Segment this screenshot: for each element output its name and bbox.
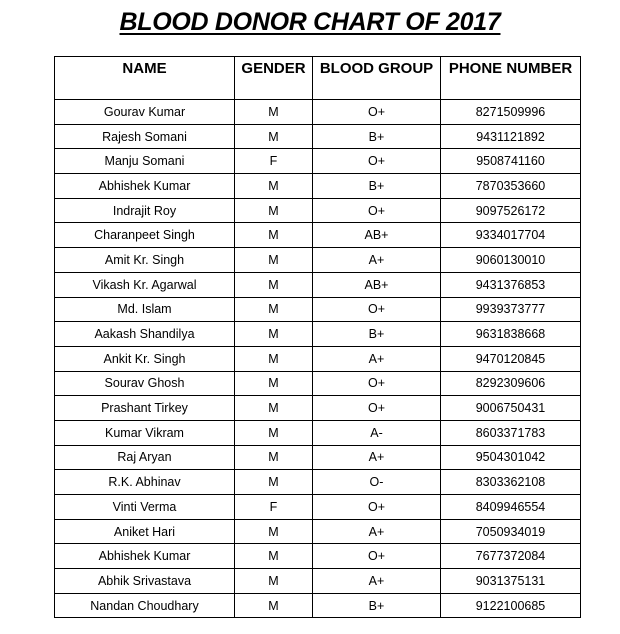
donor-name: Vikash Kr. Agarwal — [55, 272, 235, 297]
table-row — [55, 223, 581, 248]
donor-phone-number: 8603371783 — [441, 420, 581, 445]
donor-gender: F — [235, 495, 313, 520]
table-row — [55, 198, 581, 223]
table-row — [55, 297, 581, 322]
donor-name: Rajesh Somani — [55, 124, 235, 149]
donor-blood-group: O- — [313, 470, 441, 495]
donor-blood-group: A+ — [313, 346, 441, 371]
donor-phone-number: 9504301042 — [441, 445, 581, 470]
donor-gender: M — [235, 223, 313, 248]
donor-blood-group: B+ — [313, 174, 441, 199]
donor-phone-number: 9939373777 — [441, 297, 581, 322]
donor-gender: M — [235, 322, 313, 347]
table-row — [55, 495, 581, 520]
donor-blood-group: B+ — [313, 593, 441, 618]
donor-blood-group: O+ — [313, 544, 441, 569]
donor-name: Gourav Kumar — [55, 100, 235, 125]
donor-blood-group: A+ — [313, 519, 441, 544]
table-row — [55, 569, 581, 594]
donor-name: Prashant Tirkey — [55, 396, 235, 421]
donor-gender: M — [235, 396, 313, 421]
donor-name: Nandan Choudhary — [55, 593, 235, 618]
donor-phone-number: 8271509996 — [441, 100, 581, 125]
donor-name: Abhishek Kumar — [55, 174, 235, 199]
column-header-gender: GENDER — [235, 57, 313, 100]
donor-name: Aniket Hari — [55, 519, 235, 544]
donor-blood-group: O+ — [313, 198, 441, 223]
donor-gender: M — [235, 346, 313, 371]
donor-gender: M — [235, 198, 313, 223]
donor-name: Sourav Ghosh — [55, 371, 235, 396]
donor-blood-group: O+ — [313, 149, 441, 174]
header-row — [55, 57, 581, 100]
table-row — [55, 174, 581, 199]
table-row — [55, 248, 581, 273]
donor-blood-group: B+ — [313, 124, 441, 149]
table-row — [55, 445, 581, 470]
donor-blood-group: AB+ — [313, 272, 441, 297]
donor-phone-number: 9097526172 — [441, 198, 581, 223]
donor-phone-number: 9334017704 — [441, 223, 581, 248]
donor-name: Md. Islam — [55, 297, 235, 322]
donor-gender: M — [235, 569, 313, 594]
table-row — [55, 420, 581, 445]
donor-name: Abhishek Kumar — [55, 544, 235, 569]
donor-gender: M — [235, 593, 313, 618]
donor-phone-number: 9122100685 — [441, 593, 581, 618]
table-row — [55, 519, 581, 544]
donor-blood-group: O+ — [313, 396, 441, 421]
donor-gender: M — [235, 445, 313, 470]
donor-gender: M — [235, 420, 313, 445]
column-header-name: NAME — [55, 57, 235, 100]
donor-name: Aakash Shandilya — [55, 322, 235, 347]
column-header-phone-number: PHONE NUMBER — [441, 57, 581, 100]
table-row — [55, 100, 581, 125]
donor-phone-number: 9431121892 — [441, 124, 581, 149]
donor-phone-number: 9031375131 — [441, 569, 581, 594]
table-row — [55, 346, 581, 371]
chart-title: BLOOD DONOR CHART OF 2017 — [119, 8, 501, 36]
table-row — [55, 149, 581, 174]
donor-blood-group: O+ — [313, 371, 441, 396]
donor-phone-number: 8409946554 — [441, 495, 581, 520]
donor-gender: M — [235, 371, 313, 396]
donor-name: Amit Kr. Singh — [55, 248, 235, 273]
donor-phone-number: 7870353660 — [441, 174, 581, 199]
donor-table — [54, 56, 581, 618]
donor-blood-group: O+ — [313, 297, 441, 322]
column-header-blood-group: BLOOD GROUP — [313, 57, 441, 100]
donor-phone-number: 9508741160 — [441, 149, 581, 174]
donor-gender: M — [235, 519, 313, 544]
donor-gender: M — [235, 124, 313, 149]
donor-name: Charanpeet Singh — [55, 223, 235, 248]
donor-name: Indrajit Roy — [55, 198, 235, 223]
donor-name: Kumar Vikram — [55, 420, 235, 445]
donor-gender: M — [235, 100, 313, 125]
table-row — [55, 124, 581, 149]
donor-blood-group: O+ — [313, 100, 441, 125]
donor-gender: M — [235, 174, 313, 199]
donor-name: Raj Aryan — [55, 445, 235, 470]
donor-gender: M — [235, 470, 313, 495]
donor-phone-number: 9060130010 — [441, 248, 581, 273]
donor-blood-group: A+ — [313, 445, 441, 470]
donor-blood-group: A+ — [313, 248, 441, 273]
donor-phone-number: 7050934019 — [441, 519, 581, 544]
donor-blood-group: O+ — [313, 495, 441, 520]
donor-phone-number: 9006750431 — [441, 396, 581, 421]
table-row — [55, 396, 581, 421]
table-row — [55, 322, 581, 347]
donor-phone-number: 8292309606 — [441, 371, 581, 396]
donor-phone-number: 9431376853 — [441, 272, 581, 297]
donor-blood-group: A- — [313, 420, 441, 445]
donor-phone-number: 7677372084 — [441, 544, 581, 569]
donor-gender: F — [235, 149, 313, 174]
donor-name: Vinti Verma — [55, 495, 235, 520]
donor-phone-number: 9470120845 — [441, 346, 581, 371]
table-row — [55, 272, 581, 297]
donor-phone-number: 8303362108 — [441, 470, 581, 495]
donor-blood-group: A+ — [313, 569, 441, 594]
donor-phone-number: 9631838668 — [441, 322, 581, 347]
table-row — [55, 371, 581, 396]
donor-blood-group: AB+ — [313, 223, 441, 248]
donor-name: Manju Somani — [55, 149, 235, 174]
table-row — [55, 544, 581, 569]
table-row — [55, 593, 581, 618]
donor-gender: M — [235, 272, 313, 297]
donor-name: R.K. Abhinav — [55, 470, 235, 495]
donor-gender: M — [235, 297, 313, 322]
donor-blood-group: B+ — [313, 322, 441, 347]
donor-name: Ankit Kr. Singh — [55, 346, 235, 371]
donor-name: Abhik Srivastava — [55, 569, 235, 594]
donor-gender: M — [235, 544, 313, 569]
donor-gender: M — [235, 248, 313, 273]
donor-rows — [55, 100, 581, 618]
table-row — [55, 470, 581, 495]
